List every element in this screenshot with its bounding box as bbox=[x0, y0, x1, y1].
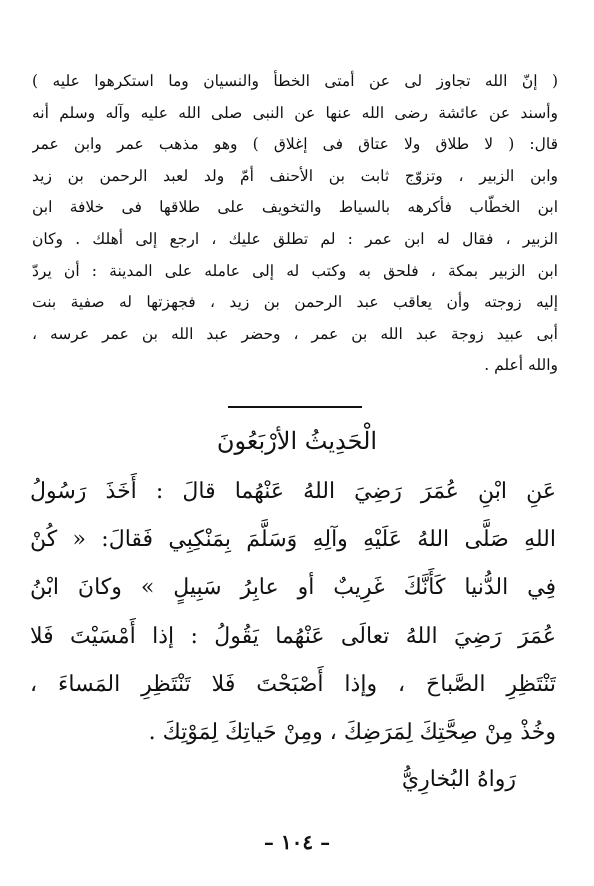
commentary-line: ابن الخطّاب فأكرهه بالسياط والتخويف على طلاقها فى خلافة ابن bbox=[32, 198, 558, 217]
commentary-line: قال: ( لا طلاق ولا عتاق فى إغلاق ) وهو مذهب عمر وابن عمر bbox=[32, 135, 558, 154]
commentary-line: إليه زوجته وأن يعاقب عبد الرحمن بن زيد ، فجهزتها له صفية بنت bbox=[32, 293, 558, 312]
section-divider bbox=[228, 406, 362, 408]
hadith-line: عَنِ ابْنِ عُمَرَ رَضِيَ اللهُ عَنْهُما قالَ : أَخَذَ رَسُولُ bbox=[30, 479, 556, 504]
hadith-source: رَواهُ البُخارِيُّ bbox=[401, 767, 516, 792]
hadith-line: تَنْتَظِرِ الصَّباحَ ، وإذا أَصْبَحْتَ فَلا تَنْتَظِرِ المَساءَ ، bbox=[30, 671, 556, 697]
hadith-line: وخُذْ مِنْ صِحَّتِكَ لِمَرَضِكَ ، ومِنْ حَياتِكَ لِمَوْتِكَ . bbox=[148, 719, 556, 745]
hadith-line: اللهِ صَلَّى اللهُ عَلَيْهِ وآلِهِ وَسَلَّمَ بِمَنْكِبِي فَقالَ: « كُنْ bbox=[30, 527, 556, 553]
commentary-line: وأسند عن عائشة رضى الله عنها عن النبى صلى الله عليه وآله وسلم أنه bbox=[32, 103, 558, 122]
commentary-line: الزبير ، فقال له ابن عمر : لم تطلق عليك ، ارجع إلى أهلك . وكان bbox=[32, 229, 558, 248]
page-number: – ١٠٤ – bbox=[263, 830, 331, 854]
hadith-text bbox=[30, 468, 556, 757]
commentary-line: أبى عبيد زوجة عبد الله بن عمر ، وحضر عبد الله بن عمر عرسه ، bbox=[32, 324, 558, 343]
commentary-line: ( إنّ الله تجاوز لى عن أمتى الخطأ والنسيان وما استكرهوا عليه ) bbox=[32, 72, 558, 90]
commentary-line: والله أعلم . bbox=[484, 356, 558, 375]
hadith-title: الْحَدِيثُ الأرْبَعُونَ bbox=[216, 427, 378, 455]
hadith-line: فِي الدُّنيا كَأَنَّكَ غَرِيبٌ أو عابِرُ سَبِيلٍ » وكانَ ابْنُ bbox=[30, 575, 556, 601]
hadith-line: عُمَرَ رَضِيَ اللهُ تعالَى عَنْهُما يَقُولُ : إذا أَمْسَيْتَ فَلا bbox=[30, 623, 556, 649]
commentary-line: وابن الزبير ، وتزوّج ثابت بن الأحنف أمّ ولد لعبد الرحمن بن زيد bbox=[32, 166, 558, 185]
commentary-text bbox=[32, 66, 558, 382]
commentary-line: ابن الزبير بمكة ، فلحق به وكتب له إلى عامله على المدينة : أن يردّ bbox=[32, 261, 558, 280]
